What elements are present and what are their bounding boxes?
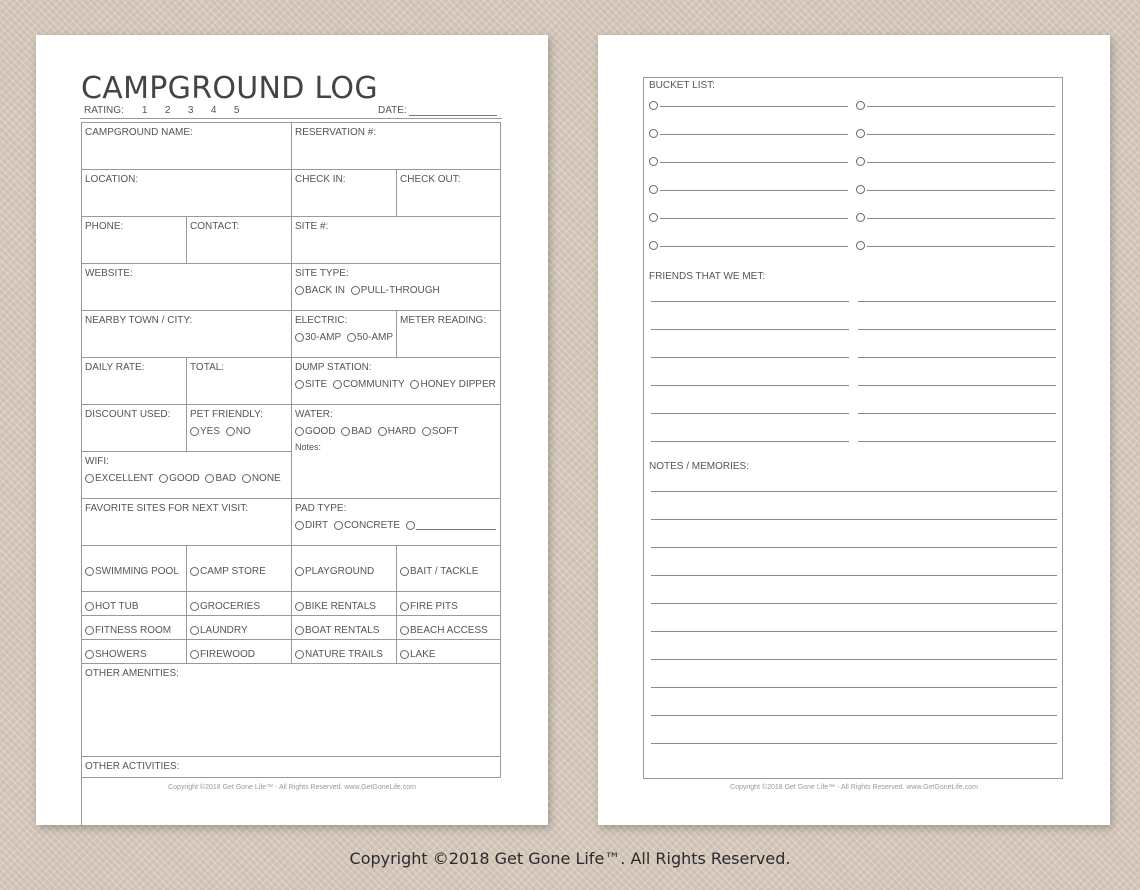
radio-circle-icon <box>400 626 409 635</box>
write-line <box>867 133 1055 135</box>
radio-circle-icon <box>400 567 409 576</box>
bucket-list-item[interactable] <box>649 101 848 107</box>
friend-line[interactable] <box>858 441 1056 442</box>
pet-friendly-field <box>186 404 291 451</box>
dump-station-field <box>291 357 501 404</box>
amenity-checkbox[interactable] <box>81 591 186 615</box>
option-label: PULL-THROUGH <box>360 285 440 296</box>
bucket-list-label: BUCKET LIST: <box>649 80 715 91</box>
radio-circle-icon <box>295 333 304 342</box>
bucket-list-item[interactable] <box>649 129 848 135</box>
write-line <box>660 245 848 247</box>
field-label: CHECK IN: <box>295 174 346 185</box>
field-label: DAILY RATE: <box>85 362 145 373</box>
radio-circle-icon <box>341 427 350 436</box>
checkbox-circle-icon <box>856 185 865 194</box>
amenity-checkbox[interactable] <box>291 591 396 615</box>
bucket-list-item[interactable] <box>649 157 848 163</box>
page-copyright: Copyright ©2018 Get Gone Life™ - All Rights Reserved. www.GetGoneLife.com <box>730 784 978 791</box>
field-label: SITE #: <box>295 221 329 232</box>
campground-log-page <box>36 35 548 825</box>
field-label: CAMPGROUND NAME: <box>85 127 193 138</box>
checkbox-circle-icon <box>856 129 865 138</box>
bucket-list-item[interactable] <box>856 101 1055 107</box>
dump-option[interactable] <box>333 378 405 391</box>
radio-circle-icon <box>295 427 304 436</box>
note-line[interactable] <box>651 575 1057 576</box>
field-label: DUMP STATION: <box>295 362 372 373</box>
write-line <box>660 105 848 107</box>
other-activities-field[interactable] <box>81 756 501 826</box>
wifi-option[interactable] <box>159 472 200 485</box>
write-line <box>660 161 848 163</box>
pad-option[interactable] <box>334 519 400 532</box>
radio-circle-icon <box>400 602 409 611</box>
friend-line[interactable] <box>651 413 849 414</box>
note-line[interactable] <box>651 715 1057 716</box>
amenity-checkbox[interactable] <box>81 639 186 663</box>
radio-circle-icon <box>85 602 94 611</box>
amenity-checkbox[interactable] <box>186 591 291 615</box>
write-line <box>660 217 848 219</box>
site-type-option[interactable] <box>295 284 345 297</box>
note-line[interactable] <box>651 659 1057 660</box>
nearby-town-field[interactable] <box>81 310 291 357</box>
radio-circle-icon <box>85 626 94 635</box>
field-label: OTHER ACTIVITIES: <box>85 761 180 772</box>
amenity-label: LAKE <box>410 648 436 660</box>
wifi-field <box>81 451 291 498</box>
amenity-checkbox[interactable] <box>186 639 291 663</box>
friend-line[interactable] <box>858 413 1056 414</box>
location-field[interactable] <box>81 169 291 216</box>
friend-line[interactable] <box>858 385 1056 386</box>
favorite-sites-field[interactable] <box>81 498 291 545</box>
bucket-list-item[interactable] <box>856 157 1055 163</box>
radio-circle-icon <box>295 380 304 389</box>
bucket-list-item[interactable] <box>649 241 848 247</box>
rating-row <box>84 105 257 116</box>
friend-line[interactable] <box>858 357 1056 358</box>
amenity-label: BEACH ACCESS <box>410 624 488 636</box>
field-label: WATER: <box>295 409 333 420</box>
field-label: PHONE: <box>85 221 124 232</box>
radio-circle-icon <box>347 333 356 342</box>
field-label: PAD TYPE: <box>295 503 347 514</box>
radio-circle-icon <box>333 380 342 389</box>
friend-line[interactable] <box>858 301 1056 302</box>
radio-circle-icon <box>334 521 343 530</box>
option-label: YES <box>200 426 221 437</box>
phone-field[interactable] <box>81 216 186 263</box>
footer-copyright: Copyright ©2018 Get Gone Life™. All Rights Reserved. <box>349 849 791 868</box>
electric-option[interactable] <box>295 331 341 344</box>
option-label: BAD <box>351 426 372 437</box>
field-label: TOTAL: <box>190 362 225 373</box>
amenity-checkbox[interactable] <box>396 591 501 615</box>
write-line <box>660 189 848 191</box>
bucket-list-item[interactable] <box>856 185 1055 191</box>
amenity-checkbox[interactable] <box>396 545 501 591</box>
pad-type-field <box>291 498 501 545</box>
campground-name-field[interactable] <box>81 122 291 169</box>
rating-option[interactable]: 1 <box>141 105 148 116</box>
checkbox-circle-icon <box>649 101 658 110</box>
radio-circle-icon <box>190 602 199 611</box>
notes-frame <box>643 77 1063 779</box>
radio-circle-icon <box>190 650 199 659</box>
water-notes-label: Notes: <box>295 442 322 452</box>
amenity-label: HOT TUB <box>95 600 139 612</box>
field-label: OTHER AMENITIES: <box>85 668 179 679</box>
website-field[interactable] <box>81 263 291 310</box>
notes-label: NOTES / MEMORIES: <box>649 461 750 472</box>
radio-circle-icon <box>295 567 304 576</box>
checkbox-circle-icon <box>649 185 658 194</box>
bucket-list-item[interactable] <box>649 185 848 191</box>
radio-circle-icon <box>242 474 251 483</box>
site-type-option[interactable] <box>351 284 440 297</box>
radio-circle-icon <box>400 650 409 659</box>
check-out-field[interactable] <box>396 169 501 216</box>
radio-circle-icon <box>295 521 304 530</box>
friend-line[interactable] <box>651 441 849 442</box>
amenity-label: CAMP STORE <box>200 565 266 577</box>
option-label: SOFT <box>431 426 459 437</box>
wifi-option[interactable] <box>242 472 281 485</box>
radio-circle-icon <box>190 567 199 576</box>
total-field[interactable] <box>186 357 291 404</box>
checkbox-circle-icon <box>856 213 865 222</box>
meter-reading-field[interactable] <box>396 310 501 357</box>
rating-option[interactable]: 4 <box>210 105 217 116</box>
date-field[interactable] <box>409 106 497 116</box>
other-amenities-field[interactable] <box>81 663 501 756</box>
amenity-label: FIREWOOD <box>200 648 255 660</box>
friend-line[interactable] <box>858 329 1056 330</box>
option-label: 30-AMP <box>305 332 342 343</box>
note-line[interactable] <box>651 687 1057 688</box>
water-option[interactable] <box>422 425 459 438</box>
rating-option[interactable]: 2 <box>164 105 171 116</box>
write-line <box>867 105 1055 107</box>
field-label: CONTACT: <box>190 221 240 232</box>
amenity-checkbox[interactable] <box>291 639 396 663</box>
option-label: NO <box>235 426 251 437</box>
amenity-label: LAUNDRY <box>200 624 248 636</box>
pad-option[interactable] <box>295 519 328 532</box>
radio-circle-icon <box>85 567 94 576</box>
radio-circle-icon <box>351 286 360 295</box>
notes-page <box>598 35 1110 825</box>
radio-circle-icon <box>190 626 199 635</box>
pad-other-blank[interactable] <box>416 521 496 530</box>
amenity-label: BIKE RENTALS <box>305 600 376 612</box>
write-line <box>867 217 1055 219</box>
date-row <box>378 105 497 116</box>
dump-option[interactable] <box>295 378 327 391</box>
rating-option[interactable]: 5 <box>233 105 240 116</box>
field-label: SITE TYPE: <box>295 268 349 279</box>
title-divider <box>80 118 502 119</box>
amenity-label: BOAT RENTALS <box>305 624 380 636</box>
check-in-field[interactable] <box>291 169 396 216</box>
note-line[interactable] <box>651 743 1057 744</box>
pet-option[interactable] <box>226 425 251 438</box>
amenity-checkbox[interactable] <box>81 615 186 639</box>
field-label: PET FRIENDLY: <box>190 409 263 420</box>
option-label: BAD <box>215 473 237 484</box>
amenity-label: NATURE TRAILS <box>305 648 383 660</box>
amenity-checkbox[interactable] <box>291 545 396 591</box>
date-label: DATE: <box>378 105 407 116</box>
radio-circle-icon <box>378 427 387 436</box>
friends-label: FRIENDS THAT WE MET: <box>649 271 766 282</box>
field-label: CHECK OUT: <box>400 174 461 185</box>
amenity-label: BAIT / TACKLE <box>410 565 479 577</box>
site-type-field <box>291 263 501 310</box>
wifi-option[interactable] <box>85 472 153 485</box>
contact-field[interactable] <box>186 216 291 263</box>
amenity-label: SWIMMING POOL <box>95 565 179 577</box>
bucket-list-item[interactable] <box>856 241 1055 247</box>
option-label: SITE <box>305 379 328 390</box>
field-label: ELECTRIC: <box>295 315 348 326</box>
bucket-list-item[interactable] <box>856 129 1055 135</box>
rating-label: RATING: <box>84 105 124 116</box>
amenity-checkbox[interactable] <box>186 615 291 639</box>
write-line <box>867 245 1055 247</box>
amenity-checkbox[interactable] <box>291 615 396 639</box>
write-line <box>660 133 848 135</box>
note-line[interactable] <box>651 631 1057 632</box>
radio-circle-icon <box>205 474 214 483</box>
daily-rate-field[interactable] <box>81 357 186 404</box>
radio-circle-icon <box>295 650 304 659</box>
discount-field[interactable] <box>81 404 186 451</box>
bucket-list-item[interactable] <box>856 213 1055 219</box>
note-line[interactable] <box>651 603 1057 604</box>
water-option[interactable] <box>341 425 372 438</box>
write-line <box>867 161 1055 163</box>
checkbox-circle-icon <box>856 157 865 166</box>
option-label: NONE <box>251 473 281 484</box>
pet-option[interactable] <box>190 425 220 438</box>
note-line[interactable] <box>651 491 1057 492</box>
checkbox-circle-icon <box>649 213 658 222</box>
radio-circle-icon <box>295 626 304 635</box>
radio-circle-icon <box>190 427 199 436</box>
option-label: EXCELLENT <box>95 473 154 484</box>
bucket-list-item[interactable] <box>649 213 848 219</box>
field-label: FAVORITE SITES FOR NEXT VISIT: <box>85 503 248 514</box>
radio-circle-icon <box>406 521 415 530</box>
option-label: HONEY DIPPER <box>420 379 496 390</box>
radio-circle-icon <box>295 286 304 295</box>
radio-circle-icon <box>85 650 94 659</box>
water-field <box>291 404 501 498</box>
amenity-label: SHOWERS <box>95 648 147 660</box>
field-label: METER READING: <box>400 315 487 326</box>
field-label: NEARBY TOWN / CITY: <box>85 315 193 326</box>
note-line[interactable] <box>651 519 1057 520</box>
amenity-checkbox[interactable] <box>396 615 501 639</box>
field-label: LOCATION: <box>85 174 139 185</box>
amenity-checkbox[interactable] <box>396 639 501 663</box>
option-label: DIRT <box>305 520 329 531</box>
option-label: BACK IN <box>305 285 346 296</box>
water-option[interactable] <box>378 425 416 438</box>
field-label: RESERVATION #: <box>295 127 377 138</box>
option-label: GOOD <box>305 426 336 437</box>
amenity-label: FIRE PITS <box>410 600 458 612</box>
checkbox-circle-icon <box>649 241 658 250</box>
checkbox-circle-icon <box>856 241 865 250</box>
amenity-label: GROCERIES <box>200 600 261 612</box>
page-title: CAMPGROUND LOG <box>81 71 378 106</box>
option-label: 50-AMP <box>356 332 394 343</box>
field-label: WIFI: <box>85 456 109 467</box>
write-line <box>867 189 1055 191</box>
option-label: CONCRETE <box>343 520 401 531</box>
radio-circle-icon <box>410 380 419 389</box>
rating-option[interactable]: 3 <box>187 105 194 116</box>
field-label: WEBSITE: <box>85 268 133 279</box>
amenity-checkbox[interactable] <box>186 545 291 591</box>
option-label: GOOD <box>169 473 200 484</box>
radio-circle-icon <box>295 602 304 611</box>
radio-circle-icon <box>422 427 431 436</box>
amenity-label: PLAYGROUND <box>305 565 375 577</box>
checkbox-circle-icon <box>649 157 658 166</box>
page-copyright: Copyright ©2018 Get Gone Life™ - All Rights Reserved. www.GetGoneLife.com <box>168 784 416 791</box>
note-line[interactable] <box>651 547 1057 548</box>
option-label: HARD <box>387 426 417 437</box>
field-label: DISCOUNT USED: <box>85 409 171 420</box>
radio-circle-icon <box>159 474 168 483</box>
friend-line[interactable] <box>651 301 849 302</box>
friend-line[interactable] <box>651 385 849 386</box>
checkbox-circle-icon <box>649 129 658 138</box>
water-option[interactable] <box>295 425 336 438</box>
checkbox-circle-icon <box>856 101 865 110</box>
friend-line[interactable] <box>651 357 849 358</box>
radio-circle-icon <box>226 427 235 436</box>
amenity-checkbox[interactable] <box>81 545 186 591</box>
radio-circle-icon <box>85 474 94 483</box>
electric-field <box>291 310 396 357</box>
log-form-grid <box>81 122 501 778</box>
reservation-field[interactable] <box>291 122 501 169</box>
pad-other-option[interactable] <box>406 521 496 530</box>
friend-line[interactable] <box>651 329 849 330</box>
wifi-option[interactable] <box>205 472 236 485</box>
site-number-field[interactable] <box>291 216 501 263</box>
amenity-label: FITNESS ROOM <box>95 624 172 636</box>
electric-option[interactable] <box>347 331 393 344</box>
option-label: COMMUNITY <box>343 379 405 390</box>
dump-option[interactable] <box>410 378 495 391</box>
